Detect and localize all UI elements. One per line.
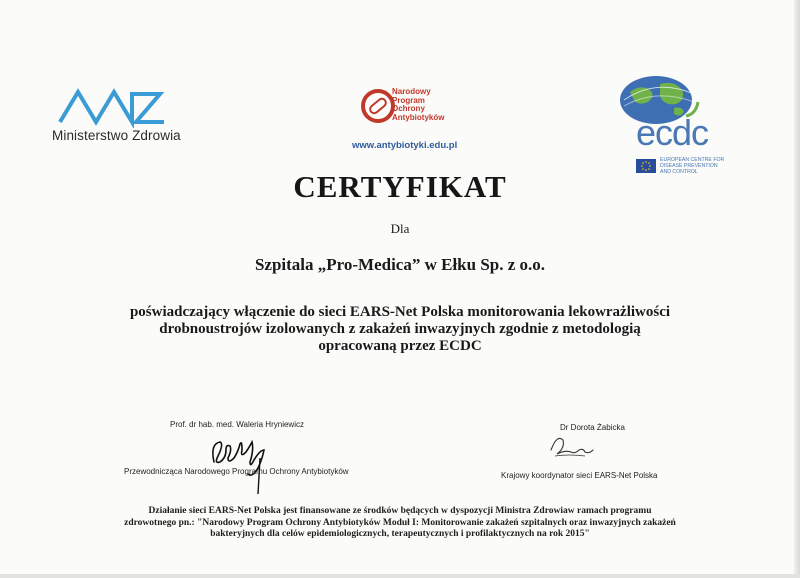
ecdc-logo [612, 70, 742, 182]
left-signatory-name: Prof. dr hab. med. Waleria Hryniewicz [170, 420, 304, 429]
footnote-line: zdrowotnego pn.: "Narodowy Program Ochrony Antybiotyków Moduł I: Monitorowanie zakażeń szpitalnych oraz inwazyjnych zakażeń [124, 517, 676, 528]
ministry-of-health-logo [52, 82, 192, 152]
mz-logo-mark-icon [52, 82, 182, 128]
antibiotic-program-logo [352, 86, 482, 156]
recipient-name: Szpitala „Pro-Medica” w Ełku Sp. z o.o. [254, 255, 546, 274]
scan-bottom-edge [0, 574, 800, 578]
funding-footnote [90, 506, 710, 541]
certificate-statement [80, 304, 720, 355]
footnote-line: bakteryjnych dla celów epidemiologicznych, terapeutycznych i profilaktycznych na rok 2015" [210, 529, 590, 539]
certificate-title: CERTYFIKAT [293, 169, 507, 204]
right-handwritten-signature [545, 430, 605, 464]
right-signatory-role: Krajowy koordynator sieci EARS-Net Polska [501, 471, 658, 480]
scan-edge-shadow [794, 0, 800, 578]
left-handwritten-signature [200, 428, 300, 496]
left-signatory-role: Przewodnicząca Narodowego Programu Ochrony Antybiotyków [124, 467, 349, 476]
footnote-line: Działanie sieci EARS-Net Polska jest finansowane ze środków będących w dyspozycji Ministra Zdrowiaw ramach programu [148, 506, 652, 516]
program-url: www.antybiotyki.edu.pl [352, 140, 458, 151]
statement-line: drobnoustrojów izolowanych z zakażeń inwazyjnych zgodnie z metodologią [159, 321, 641, 337]
ecdc-subtitle: EUROPEAN CENTRE FOR DISEASE PREVENTION AND CONTROL [660, 157, 725, 175]
program-name: Narodowy Program Ochrony Antybiotyków [392, 87, 445, 122]
ministry-name: Ministerstwo Zdrowia [52, 128, 181, 143]
statement-line: poświadczający włączenie do sieci EARS-Net Polska monitorowania lekowrażliwości [129, 304, 671, 320]
ecdc-wordmark: ecdc [636, 112, 709, 153]
statement-line: opracowaną przez ECDC [318, 338, 482, 354]
for-label: Dla [390, 221, 410, 236]
right-signatory-name: Dr Dorota Żabicka [560, 423, 625, 432]
